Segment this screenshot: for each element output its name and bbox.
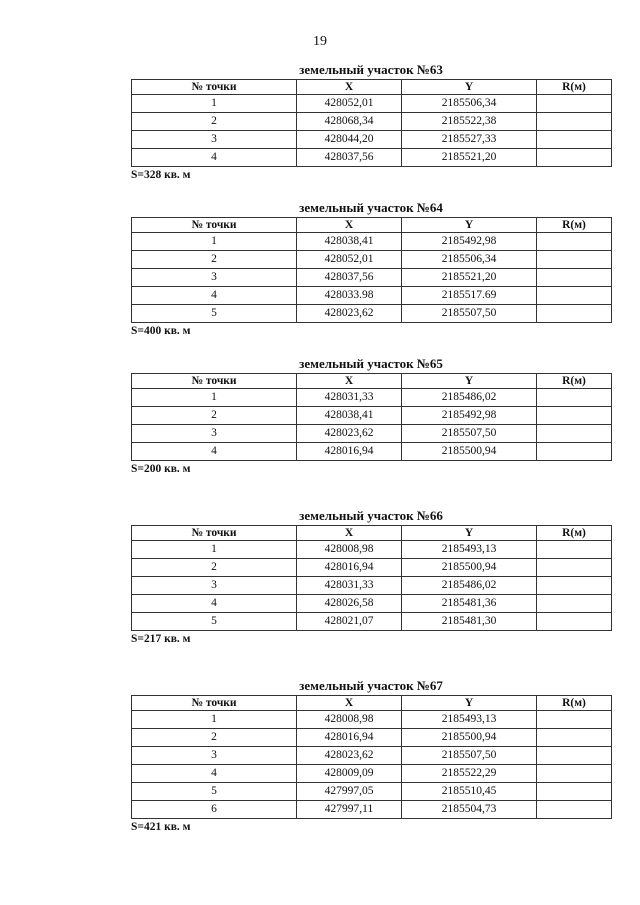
plot-title: земельный участок №63 <box>299 62 443 77</box>
x-value: 427997,11 <box>297 801 402 819</box>
header-r: R(м) <box>537 374 612 389</box>
point-number: 1 <box>132 95 297 113</box>
table-header-row <box>132 80 612 95</box>
x-value: 428016,94 <box>297 729 402 747</box>
table-header-row <box>132 526 612 541</box>
header-y: Y <box>402 374 537 389</box>
header-r: R(м) <box>537 80 612 95</box>
table-header-row <box>132 218 612 233</box>
land-plot-67 <box>131 678 611 833</box>
table-row <box>132 305 612 323</box>
land-plot-65 <box>131 356 611 475</box>
x-value: 428026,58 <box>297 595 402 613</box>
y-value: 2185517.69 <box>402 287 537 305</box>
x-value: 428033.98 <box>297 287 402 305</box>
table-row <box>132 729 612 747</box>
r-value <box>537 577 612 595</box>
plot-title: земельный участок №64 <box>299 200 443 215</box>
point-number: 2 <box>132 729 297 747</box>
table-row <box>132 577 612 595</box>
r-value <box>537 389 612 407</box>
table-header-row <box>132 374 612 389</box>
r-value <box>537 801 612 819</box>
point-number: 3 <box>132 131 297 149</box>
table-row <box>132 801 612 819</box>
x-value: 428052,01 <box>297 251 402 269</box>
y-value: 2185507,50 <box>402 425 537 443</box>
header-r: R(м) <box>537 526 612 541</box>
header-x: X <box>297 374 402 389</box>
header-x: X <box>297 218 402 233</box>
y-value: 2185486,02 <box>402 389 537 407</box>
y-value: 2185493,13 <box>402 541 537 559</box>
y-value: 2185481,36 <box>402 595 537 613</box>
x-value: 428023,62 <box>297 425 402 443</box>
r-value <box>537 149 612 167</box>
r-value <box>537 113 612 131</box>
header-y: Y <box>402 696 537 711</box>
header-point: № точки <box>132 374 297 389</box>
r-value <box>537 233 612 251</box>
table-row <box>132 131 612 149</box>
table-row <box>132 269 612 287</box>
x-value: 428008,98 <box>297 711 402 729</box>
table-row <box>132 541 612 559</box>
x-value: 428037,56 <box>297 269 402 287</box>
r-value <box>537 287 612 305</box>
header-r: R(м) <box>537 696 612 711</box>
point-number: 4 <box>132 287 297 305</box>
table-row <box>132 613 612 631</box>
r-value <box>537 131 612 149</box>
y-value: 2185521,20 <box>402 269 537 287</box>
y-value: 2185493,13 <box>402 711 537 729</box>
point-number: 1 <box>132 389 297 407</box>
coordinates-table <box>131 217 612 323</box>
y-value: 2185507,50 <box>402 747 537 765</box>
r-value <box>537 541 612 559</box>
table-row <box>132 113 612 131</box>
header-y: Y <box>402 218 537 233</box>
x-value: 428037,56 <box>297 149 402 167</box>
header-point: № точки <box>132 218 297 233</box>
table-row <box>132 559 612 577</box>
point-number: 5 <box>132 305 297 323</box>
table-header-row <box>132 696 612 711</box>
x-value: 428038,41 <box>297 407 402 425</box>
r-value <box>537 305 612 323</box>
point-number: 6 <box>132 801 297 819</box>
table-row <box>132 95 612 113</box>
r-value <box>537 783 612 801</box>
header-x: X <box>297 696 402 711</box>
point-number: 2 <box>132 559 297 577</box>
plot-title: земельный участок №67 <box>299 678 443 693</box>
point-number: 5 <box>132 783 297 801</box>
header-point: № точки <box>132 696 297 711</box>
coordinates-table <box>131 79 612 167</box>
y-value: 2185492,98 <box>402 233 537 251</box>
point-number: 4 <box>132 765 297 783</box>
y-value: 2185500,94 <box>402 559 537 577</box>
table-row <box>132 595 612 613</box>
r-value <box>537 747 612 765</box>
header-point: № точки <box>132 526 297 541</box>
y-value: 2185522,38 <box>402 113 537 131</box>
plot-area: S=328 кв. м <box>131 169 191 181</box>
x-value: 428023,62 <box>297 747 402 765</box>
r-value <box>537 95 612 113</box>
r-value <box>537 613 612 631</box>
table-row <box>132 425 612 443</box>
point-number: 1 <box>132 541 297 559</box>
coordinates-table <box>131 373 612 461</box>
point-number: 4 <box>132 595 297 613</box>
y-value: 2185500,94 <box>402 729 537 747</box>
header-x: X <box>297 526 402 541</box>
point-number: 1 <box>132 711 297 729</box>
y-value: 2185522,29 <box>402 765 537 783</box>
point-number: 4 <box>132 149 297 167</box>
coordinates-table <box>131 695 612 819</box>
point-number: 1 <box>132 233 297 251</box>
table-row <box>132 149 612 167</box>
point-number: 5 <box>132 613 297 631</box>
plot-area: S=400 кв. м <box>131 325 191 337</box>
r-value <box>537 729 612 747</box>
land-plot-64 <box>131 200 611 337</box>
plot-area: S=217 кв. м <box>131 633 191 645</box>
x-value: 428016,94 <box>297 443 402 461</box>
r-value <box>537 251 612 269</box>
r-value <box>537 407 612 425</box>
table-row <box>132 783 612 801</box>
plot-area: S=421 кв. м <box>131 821 191 833</box>
y-value: 2185506,34 <box>402 251 537 269</box>
x-value: 428009,09 <box>297 765 402 783</box>
header-r: R(м) <box>537 218 612 233</box>
y-value: 2185500,94 <box>402 443 537 461</box>
r-value <box>537 425 612 443</box>
table-row <box>132 747 612 765</box>
y-value: 2185481,30 <box>402 613 537 631</box>
x-value: 428052,01 <box>297 95 402 113</box>
page-number: 19 <box>313 34 327 49</box>
r-value <box>537 443 612 461</box>
table-row <box>132 389 612 407</box>
table-row <box>132 251 612 269</box>
r-value <box>537 269 612 287</box>
point-number: 2 <box>132 251 297 269</box>
land-plot-63 <box>131 62 611 181</box>
x-value: 428021,07 <box>297 613 402 631</box>
table-row <box>132 407 612 425</box>
y-value: 2185510,45 <box>402 783 537 801</box>
x-value: 428008,98 <box>297 541 402 559</box>
x-value: 428044,20 <box>297 131 402 149</box>
plot-title: земельный участок №66 <box>299 508 443 523</box>
land-plot-66 <box>131 508 611 645</box>
header-point: № точки <box>132 80 297 95</box>
y-value: 2185486,02 <box>402 577 537 595</box>
x-value: 428031,33 <box>297 389 402 407</box>
r-value <box>537 765 612 783</box>
y-value: 2185504,73 <box>402 801 537 819</box>
y-value: 2185527,33 <box>402 131 537 149</box>
plot-area: S=200 кв. м <box>131 463 191 475</box>
point-number: 2 <box>132 113 297 131</box>
coordinates-table <box>131 525 612 631</box>
y-value: 2185492,98 <box>402 407 537 425</box>
x-value: 428031,33 <box>297 577 402 595</box>
table-row <box>132 233 612 251</box>
point-number: 3 <box>132 425 297 443</box>
y-value: 2185521,20 <box>402 149 537 167</box>
r-value <box>537 595 612 613</box>
header-x: X <box>297 80 402 95</box>
r-value <box>537 711 612 729</box>
x-value: 428038,41 <box>297 233 402 251</box>
point-number: 3 <box>132 269 297 287</box>
x-value: 428023,62 <box>297 305 402 323</box>
point-number: 4 <box>132 443 297 461</box>
header-y: Y <box>402 526 537 541</box>
r-value <box>537 559 612 577</box>
table-row <box>132 287 612 305</box>
header-y: Y <box>402 80 537 95</box>
point-number: 3 <box>132 747 297 765</box>
y-value: 2185507,50 <box>402 305 537 323</box>
x-value: 428016,94 <box>297 559 402 577</box>
plot-title: земельный участок №65 <box>299 356 443 371</box>
x-value: 428068,34 <box>297 113 402 131</box>
table-row <box>132 765 612 783</box>
x-value: 427997,05 <box>297 783 402 801</box>
point-number: 3 <box>132 577 297 595</box>
table-row <box>132 443 612 461</box>
y-value: 2185506,34 <box>402 95 537 113</box>
table-row <box>132 711 612 729</box>
point-number: 2 <box>132 407 297 425</box>
